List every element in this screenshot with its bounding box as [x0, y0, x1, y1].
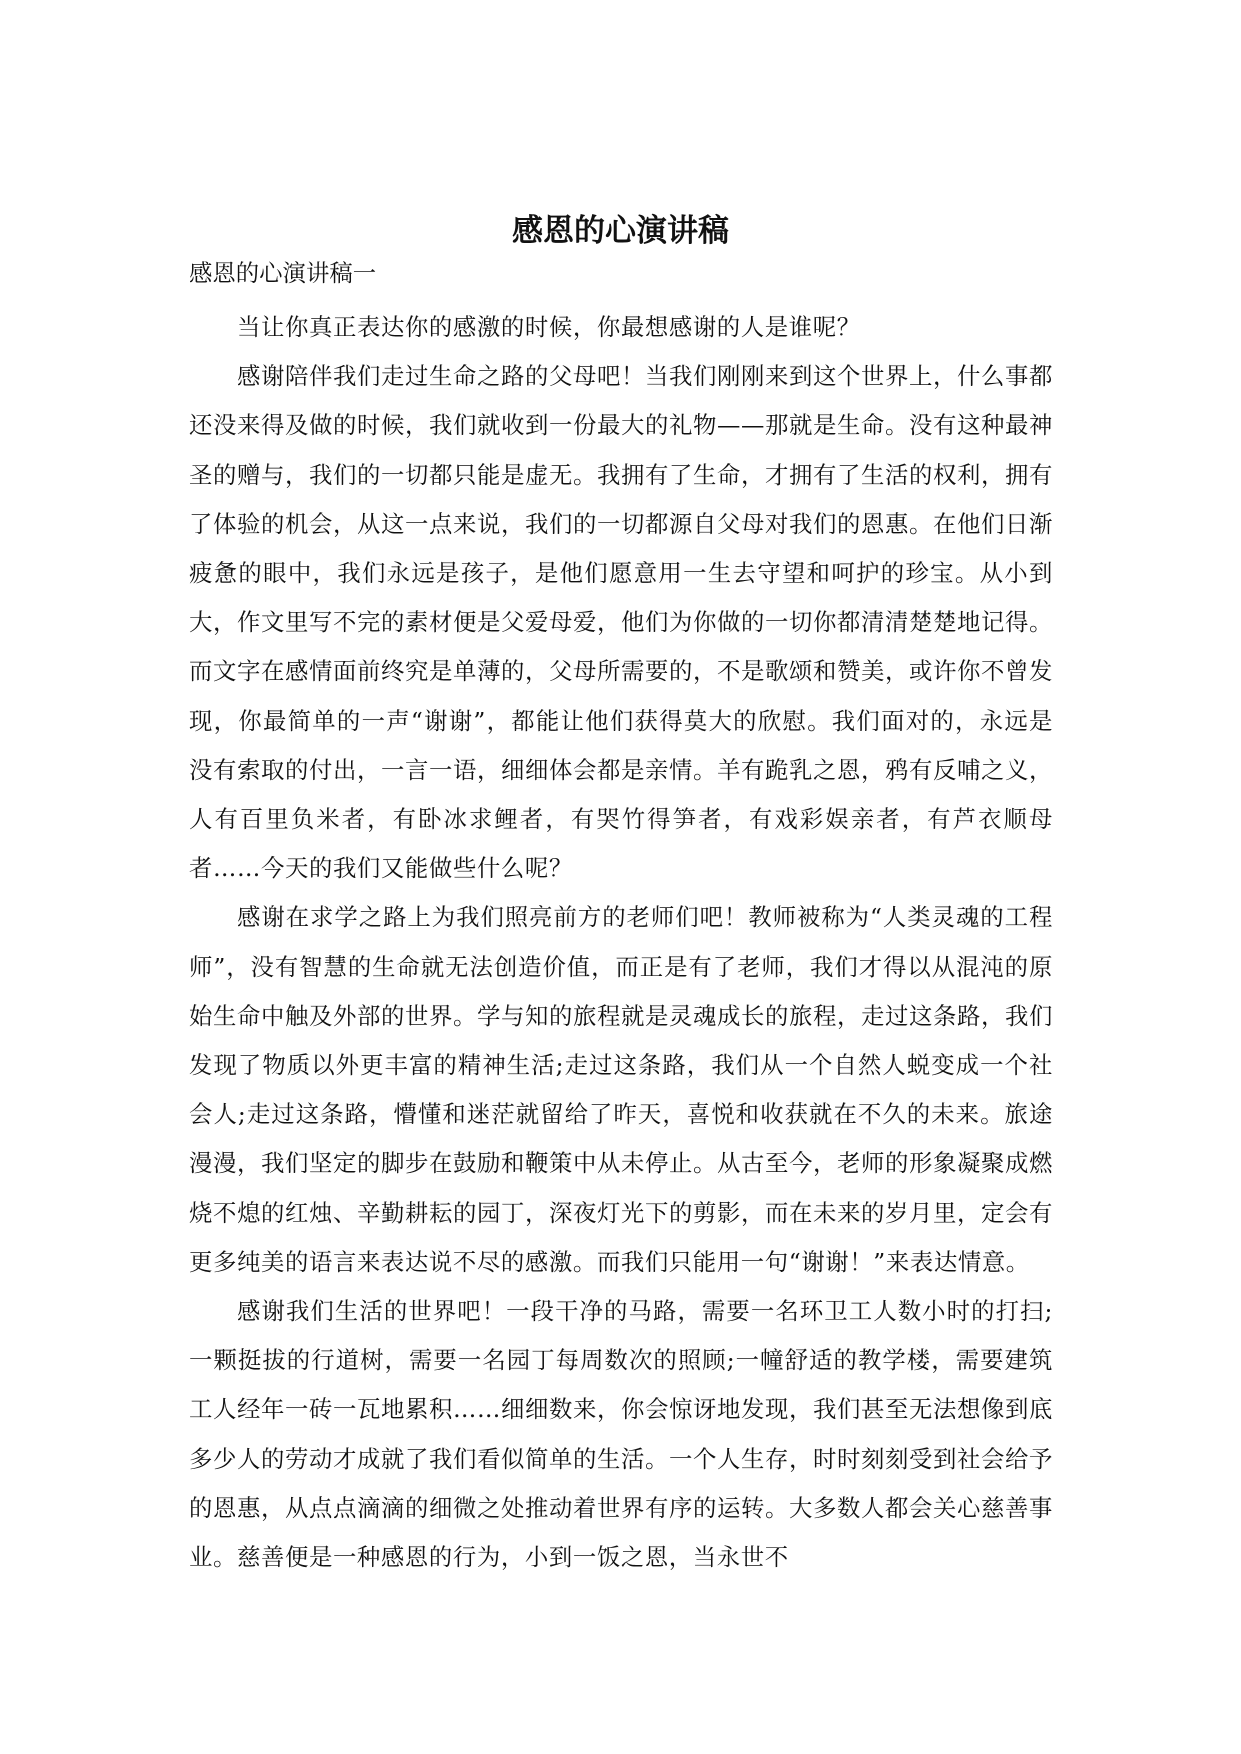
- document-body: [189, 255, 1053, 1582]
- paragraph-2: 感谢陪伴我们走过生命之路的父母吧！当我们刚刚来到这个世界上，什么事都还没来得及做的时候，我们就收到一份最大的礼物——那就是生命。没有这种最神圣的赠与，我们的一切都只能是虚无。我拥有了生命，才拥有了生活的权利，拥有了体验的机会，从这一点来说，我们的一切都源自父母对我们的恩惠。在他们日渐疲惫的眼中，我们永远是孩子，是他们愿意用一生去守望和呵护的珍宝。从小到大，作文里写不完的素材便是父爱母爱，他们为你做的一切你都清清楚楚地记得。而文字在感情面前终究是单薄的，父母所需要的，不是歌颂和赞美，或许你不曾发现，你最简单的一声“谢谢”，都能让他们获得莫大的欣慰。我们面对的，永远是没有索取的付出，一言一语，细细体会都是亲情。羊有跪乳之恩，鸦有反哺之义，人有百里负米者，有卧冰求鲤者，有哭竹得笋者，有戏彩娱亲者，有芦衣顺母者……今天的我们又能做些什么呢？: [189, 362, 1053, 883]
- document-title: 感恩的心演讲稿: [512, 212, 729, 249]
- paragraph-1: 当让你真正表达你的感激的时候，你最想感谢的人是谁呢？: [237, 313, 861, 341]
- paragraph-3: 感谢在求学之路上为我们照亮前方的老师们吧！教师被称为“人类灵魂的工程师”，没有智慧的生命就无法创造价值，而正是有了老师，我们才得以从混沌的原始生命中触及外部的世界。学与知的旅程就是灵魂成长的旅程，走过这条路，我们发现了物质以外更丰富的精神生活;走过这条路，我们从一个自然人蜕变成一个社会人;走过这条路，懵懂和迷茫就留给了昨天，喜悦和收获就在不久的未来。旅途漫漫，我们坚定的脚步在鼓励和鞭策中从未停止。从古至今，老师的形象凝聚成燃烧不熄的红烛、辛勤耕耘的园丁，深夜灯光下的剪影，而在未来的岁月里，定会有更多纯美的语言来表达说不尽的感激。而我们只能用一句“谢谢！”来表达情意。: [189, 903, 1053, 1276]
- paragraph-4: 感谢我们生活的世界吧！一段干净的马路，需要一名环卫工人数小时的打扫;一颗挺拔的行道树，需要一名园丁每周数次的照顾;一幢舒适的教学楼，需要建筑工人经年一砖一瓦地累积……细细数来，你会惊讶地发现，我们甚至无法想像到底多少人的劳动才成就了我们看似简单的生活。一个人生存，时时刻刻受到社会给予的恩惠，从点点滴滴的细微之处推动着世界有序的运转。大多数人都会关心慈善事业。慈善便是一种感恩的行为，小到一饭之恩，当永世不: [189, 1297, 1053, 1572]
- section-heading: 感恩的心演讲稿一: [189, 259, 377, 287]
